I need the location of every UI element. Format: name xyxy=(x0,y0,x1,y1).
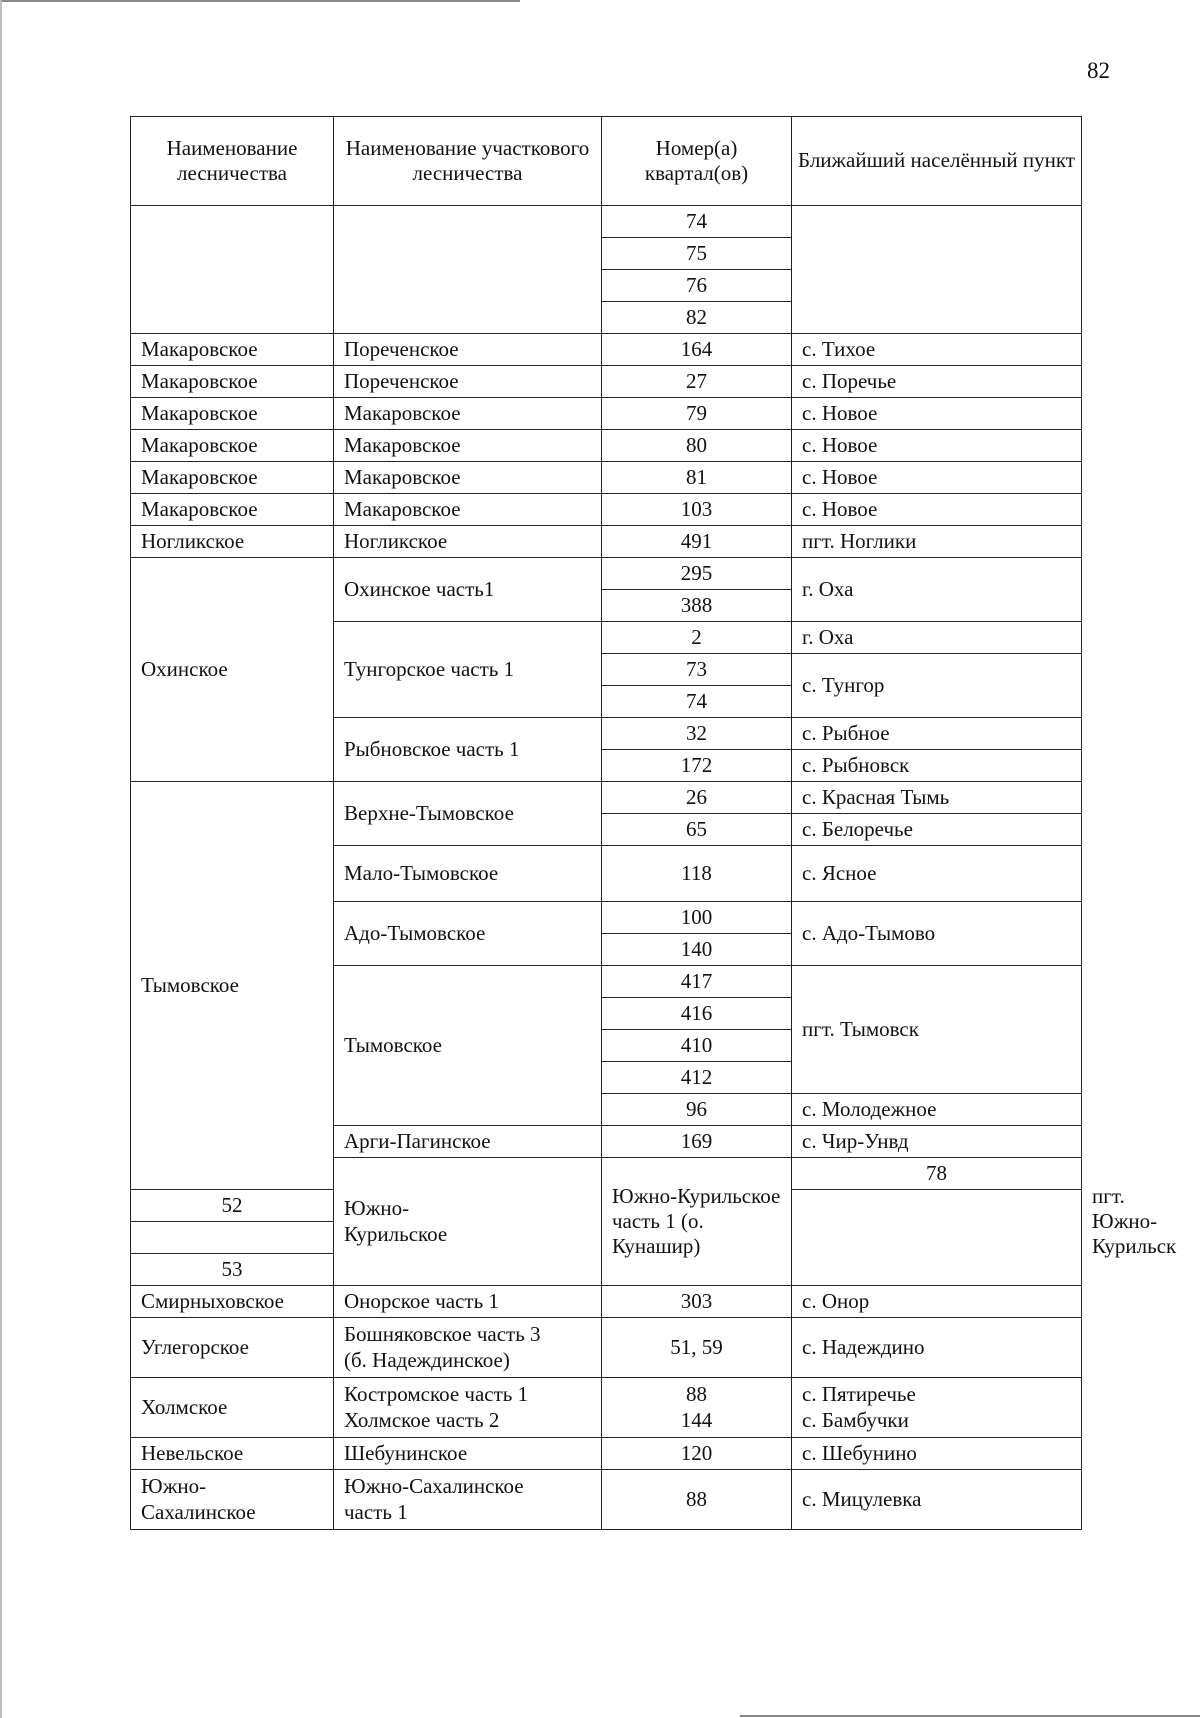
header-forestry: Наименование лесничества xyxy=(131,117,334,206)
quarter-cell: 65 xyxy=(602,814,792,846)
district-cell xyxy=(334,1378,602,1438)
district-cell: Онорское часть 1 xyxy=(334,1286,602,1318)
forestry-cell: Макаровское xyxy=(131,366,334,398)
district-cell xyxy=(334,1470,602,1530)
district-line: Южно-Курильское xyxy=(612,1183,781,1208)
district-cell: Адо-Тымовское xyxy=(334,902,602,966)
district-cell: Макаровское xyxy=(334,430,602,462)
quarter-cell: 169 xyxy=(602,1126,792,1158)
district-line: Бошняковское часть 3 xyxy=(344,1322,541,1347)
quarter-cell: 32 xyxy=(602,718,792,750)
table-row xyxy=(131,558,1082,590)
district-cell: Верхне-Тымовское xyxy=(334,782,602,846)
quarter-cell xyxy=(131,1222,334,1254)
quarter-cell: 2 xyxy=(602,622,792,654)
district-cell: Пореченское xyxy=(334,334,602,366)
district-cell: Тунгорское часть 1 xyxy=(334,622,602,718)
settlement-cell: с. Адо-Тымово xyxy=(792,902,1082,966)
settlement-cell: с. Красная Тымь xyxy=(792,782,1082,814)
settlement-line: с. Бамбучки xyxy=(802,1407,909,1432)
scan-edge-line xyxy=(0,0,520,2)
table-row xyxy=(131,1438,1082,1470)
header-quarters: Номер(а) квартал(ов) xyxy=(602,117,792,206)
forestry-cell: Тымовское xyxy=(131,782,334,1190)
district-cell: Макаровское xyxy=(334,462,602,494)
quarter-cell: 51, 59 xyxy=(602,1318,792,1378)
table-row xyxy=(131,1286,1082,1318)
settlement-cell: с. Молодежное xyxy=(792,1094,1082,1126)
table-row xyxy=(131,334,1082,366)
quarter-cell: 303 xyxy=(602,1286,792,1318)
scan-edge-line xyxy=(740,1715,1200,1717)
table-row xyxy=(131,398,1082,430)
settlement-cell: с. Мицулевка xyxy=(792,1470,1082,1530)
quarter-cell: 26 xyxy=(602,782,792,814)
quarter-cell: 80 xyxy=(602,430,792,462)
settlement-cell: с. Рыбновск xyxy=(792,750,1082,782)
quarter-cell: 78 xyxy=(792,1158,1082,1190)
quarter-cell: 76 xyxy=(602,270,792,302)
forestry-cell: Ногликское xyxy=(131,526,334,558)
settlement-cell: с. Ясное xyxy=(792,846,1082,902)
quarter-cell: 88 xyxy=(602,1470,792,1530)
settlement-cell: с. Новое xyxy=(792,462,1082,494)
quarter-cell: 140 xyxy=(602,934,792,966)
settlement-cell xyxy=(792,1378,1082,1438)
forestry-cell xyxy=(131,206,334,334)
forestry-cell: Макаровское xyxy=(131,430,334,462)
forestry-line: Южно- xyxy=(141,1474,207,1499)
table-row xyxy=(131,494,1082,526)
quarter-cell xyxy=(602,1378,792,1438)
settlement-cell: с. Новое xyxy=(792,430,1082,462)
quarter-cell: 118 xyxy=(602,846,792,902)
district-cell: Макаровское xyxy=(334,494,602,526)
table-row xyxy=(131,526,1082,558)
table-header-row xyxy=(131,117,1082,206)
settlement-cell: г. Оха xyxy=(792,622,1082,654)
table-row xyxy=(131,430,1082,462)
forestry-cell: Макаровское xyxy=(131,494,334,526)
quarter-cell: 52 xyxy=(131,1190,334,1222)
quarter-line: 88 xyxy=(686,1382,707,1407)
district-cell: Ногликское xyxy=(334,526,602,558)
settlement-cell: пгт. Ноглики xyxy=(792,526,1082,558)
district-cell xyxy=(602,1158,792,1286)
quarter-cell: 79 xyxy=(602,398,792,430)
quarter-cell: 27 xyxy=(602,366,792,398)
district-line: (б. Надеждинское) xyxy=(344,1347,510,1372)
settlement-cell: с. Чир-Унвд xyxy=(792,1126,1082,1158)
forestry-cell xyxy=(131,1470,334,1530)
district-cell: Мало-Тымовское xyxy=(334,846,602,902)
settlement-cell: с. Надеждино xyxy=(792,1318,1082,1378)
page-number: 82 xyxy=(1087,58,1110,83)
district-cell: Арги-Пагинское xyxy=(334,1126,602,1158)
table-row xyxy=(131,206,1082,238)
district-line: часть 1 xyxy=(344,1499,408,1524)
quarter-cell: 100 xyxy=(602,902,792,934)
quarter-cell: 82 xyxy=(602,302,792,334)
district-line: Южно-Сахалинское xyxy=(344,1474,524,1499)
district-cell: Тымовское xyxy=(334,966,602,1126)
quarter-line: 144 xyxy=(680,1407,713,1432)
forestry-cell xyxy=(334,1158,602,1286)
district-cell: Рыбновское часть 1 xyxy=(334,718,602,782)
settlement-cell xyxy=(792,206,1082,334)
table-row xyxy=(131,782,1082,814)
district-cell xyxy=(334,1318,602,1378)
quarter-cell: 164 xyxy=(602,334,792,366)
quarter-cell: 74 xyxy=(602,686,792,718)
forestry-cell: Макаровское xyxy=(131,462,334,494)
quarter-cell: 103 xyxy=(602,494,792,526)
quarter-cell: 172 xyxy=(602,750,792,782)
settlement-cell: с. Новое xyxy=(792,398,1082,430)
header-district: Наименование участкового лесничества xyxy=(334,117,602,206)
table-row xyxy=(131,462,1082,494)
quarter-cell: 417 xyxy=(602,966,792,998)
table-row xyxy=(131,366,1082,398)
forestry-cell: Охинское xyxy=(131,558,334,782)
district-line: Холмское часть 2 xyxy=(344,1407,500,1432)
quarter-cell: 410 xyxy=(602,1030,792,1062)
scan-edge-line xyxy=(0,0,2,1718)
district-line: часть 1 (о. Кунашир) xyxy=(612,1208,704,1259)
forestry-cell: Холмское xyxy=(131,1378,334,1438)
quarter-cell: 75 xyxy=(602,238,792,270)
forestry-cell: Невельское xyxy=(131,1438,334,1470)
settlement-line: с. Пятиречье xyxy=(802,1382,916,1407)
quarter-cell: 81 xyxy=(602,462,792,494)
settlement-cell: с. Шебунино xyxy=(792,1438,1082,1470)
settlement-cell: с. Рыбное xyxy=(792,718,1082,750)
district-cell: Охинское часть1 xyxy=(334,558,602,622)
settlement-cell: пгт. Тымовск xyxy=(792,966,1082,1094)
quarter-cell: 120 xyxy=(602,1438,792,1470)
forestry-line: Южно- xyxy=(344,1196,410,1221)
forestry-cell: Макаровское xyxy=(131,398,334,430)
district-cell xyxy=(334,206,602,334)
quarter-cell: 295 xyxy=(602,558,792,590)
forestry-cell: Смирныховское xyxy=(131,1286,334,1318)
settlement-cell: с. Онор xyxy=(792,1286,1082,1318)
quarter-cell: 96 xyxy=(602,1094,792,1126)
quarter-cell: 74 xyxy=(602,206,792,238)
settlement-cell: с. Тихое xyxy=(792,334,1082,366)
district-cell: Макаровское xyxy=(334,398,602,430)
district-line: Костромское часть 1 xyxy=(344,1382,529,1407)
forestry-cell: Макаровское xyxy=(131,334,334,366)
forestry-line: Сахалинское xyxy=(141,1499,256,1524)
header-settlement: Ближайший населённый пункт xyxy=(792,117,1082,206)
table-row xyxy=(131,1378,1082,1438)
quarter-cell: 388 xyxy=(602,590,792,622)
settlement-cell: с. Тунгор xyxy=(792,654,1082,718)
table-row xyxy=(131,1470,1082,1530)
settlement-cell: с. Поречье xyxy=(792,366,1082,398)
district-cell: Пореченское xyxy=(334,366,602,398)
table-row xyxy=(131,1318,1082,1378)
settlement-cell: с. Белоречье xyxy=(792,814,1082,846)
forestry-line: Курильское xyxy=(344,1221,448,1246)
forestry-cell: Углегорское xyxy=(131,1318,334,1378)
district-cell: Шебунинское xyxy=(334,1438,602,1470)
quarter-cell: 491 xyxy=(602,526,792,558)
forestry-table xyxy=(130,116,1177,1530)
quarter-cell: 412 xyxy=(602,1062,792,1094)
quarter-cell: 416 xyxy=(602,998,792,1030)
settlement-cell: г. Оха xyxy=(792,558,1082,622)
quarter-cell: 53 xyxy=(131,1254,334,1286)
table-row: Южно- Курильское Южно-Курильское часть 1 (о. Кунашир) 78 пгт. Южно-Курильск xyxy=(131,1158,1082,1190)
settlement-cell: с. Новое xyxy=(792,494,1082,526)
quarter-cell: 73 xyxy=(602,654,792,686)
